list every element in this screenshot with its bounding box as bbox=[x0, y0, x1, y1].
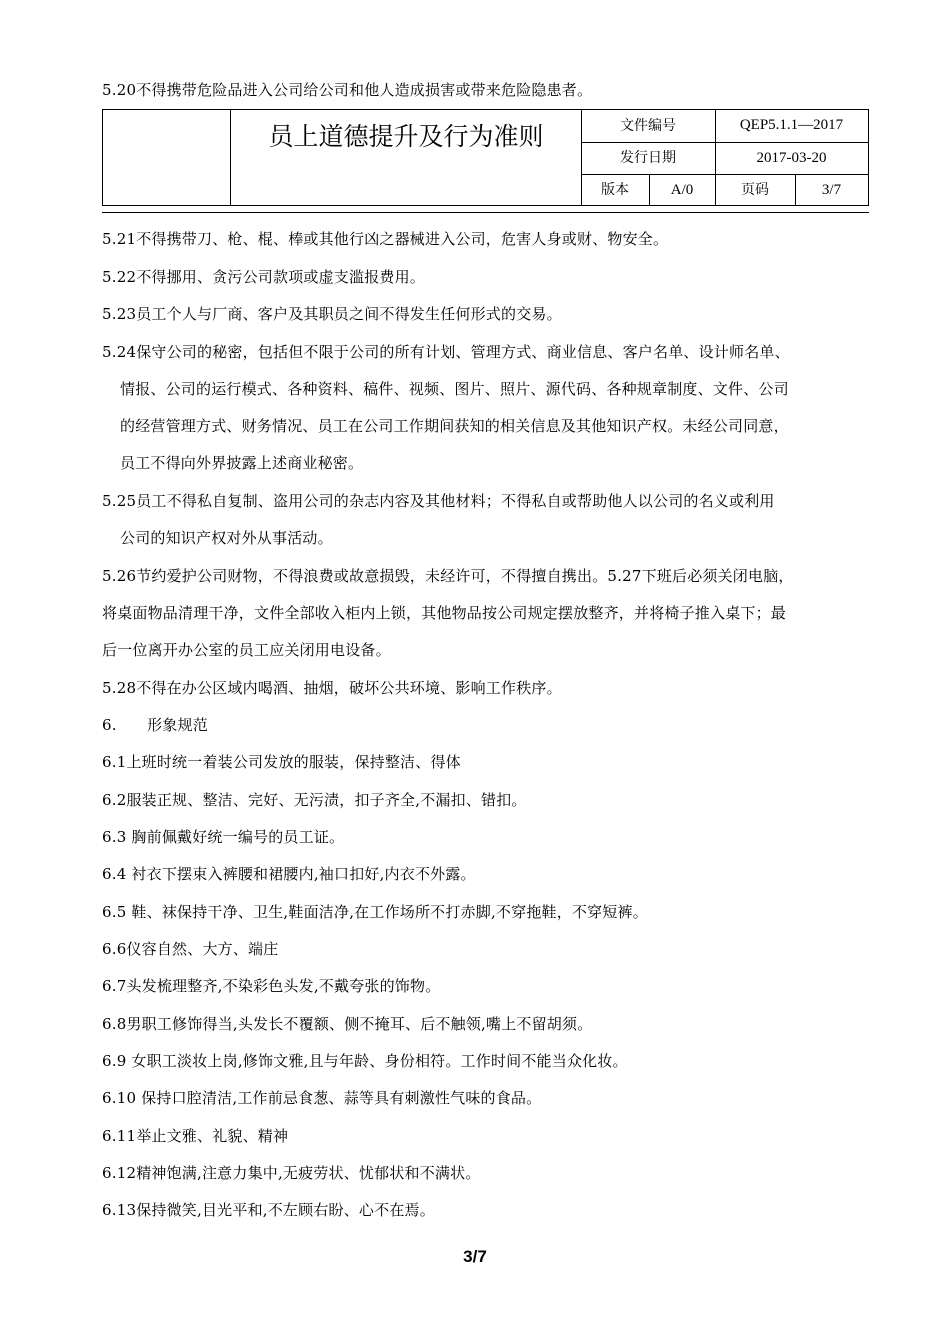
version-value: A/0 bbox=[670, 182, 694, 198]
clause-5-25-line-2: 公司的知识产权对外从事活动。 bbox=[120, 529, 333, 547]
clause-6-1: 6.1上班时统一着装公司发放的服装，保持整洁、得体 bbox=[102, 753, 461, 771]
clause-6-3: 6.3 胸前佩戴好统一编号的员工证。 bbox=[102, 828, 345, 846]
clause-5-20: 5.20不得携带危险品进入公司给公司和他人造成损害或带来危险隐患者。 bbox=[102, 81, 593, 99]
version-label: 版本 bbox=[601, 182, 629, 198]
clause-5-26-line-2: 将桌面物品清理干净，文件全部收入柜内上锁，其他物品按公司规定摆放整齐，并将椅子推入桌下；最 bbox=[102, 604, 787, 622]
page-value: 3/7 bbox=[821, 182, 842, 198]
doc-number-label: 文件编号 bbox=[620, 118, 676, 134]
clause-5-23: 5.23员工个人与厂商、客户及其职员之间不得发生任何形式的交易。 bbox=[102, 305, 562, 323]
clause-5-24-line-2: 情报、公司的运行模式、各种资料、稿件、视频、图片、照片、源代码、各种规章制度、文件、公司 bbox=[120, 380, 789, 398]
doc-number-value: QEP5.1.1—2017 bbox=[739, 117, 844, 133]
clause-5-21: 5.21不得携带刀、枪、棍、棒或其他行凶之器械进入公司，危害人身或财、物安全。 bbox=[102, 230, 669, 248]
clause-6-9: 6.9 女职工淡妆上岗,修饰文雅,且与年龄、身份相符。工作时间不能当众化妆。 bbox=[102, 1052, 628, 1070]
clause-5-28: 5.28不得在办公区域内喝酒、抽烟，破坏公共环境、影响工作秩序。 bbox=[102, 679, 562, 697]
clause-6-10: 6.10 保持口腔清洁,工作前忌食葱、蒜等具有刺激性气味的食品。 bbox=[102, 1089, 542, 1107]
clause-6-4: 6.4 衬衣下摆束入裤腰和裙腰内,袖口扣好,内衣不外露。 bbox=[102, 865, 476, 883]
clause-5-24-line-3: 的经营管理方式、财务情况、员工在公司工作期间获知的相关信息及其他知识产权。未经公司同意， bbox=[120, 417, 789, 435]
clause-6-7: 6.7头发梳理整齐,不染彩色头发,不戴夸张的饰物。 bbox=[102, 977, 441, 995]
clause-6-11: 6.11举止文雅、礼貌、精神 bbox=[102, 1127, 289, 1145]
clause-6-13: 6.13保持微笑,目光平和,不左顾右盼、心不在焉。 bbox=[102, 1201, 435, 1219]
clause-5-22: 5.22不得挪用、贪污公司款项或虚支滥报费用。 bbox=[102, 268, 426, 286]
issue-date-label: 发行日期 bbox=[620, 150, 676, 166]
section-6-heading: 6. 形象规范 bbox=[102, 716, 208, 734]
clause-5-24-line-4: 员工不得向外界披露上述商业秘密。 bbox=[120, 454, 364, 472]
clause-6-5: 6.5 鞋、袜保持干净、卫生,鞋面洁净,在工作场所不打赤脚,不穿拖鞋，不穿短裤。 bbox=[102, 903, 648, 921]
clause-5-26-line-1: 5.26节约爱护公司财物，不得浪费或故意损毁，未经许可，不得擅自携出。5.27下班后必须关闭电脑， bbox=[102, 567, 794, 585]
document-title: 员上道德提升及行为准则 bbox=[268, 122, 544, 151]
clause-6-6: 6.6仪容自然、大方、端庄 bbox=[102, 940, 279, 958]
clause-6-12: 6.12精神饱满,注意力集中,无疲劳状、忧郁状和不满状。 bbox=[102, 1164, 481, 1182]
clause-5-25-line-1: 5.25员工不得私自复制、盗用公司的杂志内容及其他材料；不得私自或帮助他人以公司的名义或利用 bbox=[102, 492, 775, 510]
issue-date-value: 2017-03-20 bbox=[756, 150, 827, 166]
page-label: 页码 bbox=[741, 182, 769, 198]
clause-6-2: 6.2服装正规、整洁、完好、无污渍，扣子齐全,不漏扣、错扣。 bbox=[102, 791, 527, 809]
header-rule bbox=[102, 212, 869, 213]
document-header-table bbox=[102, 109, 869, 206]
page-number-footer: 3/7 bbox=[463, 1247, 487, 1266]
clause-6-8: 6.8男职工修饰得当,头发长不覆额、侧不掩耳、后不触领,嘴上不留胡须。 bbox=[102, 1015, 593, 1033]
clause-5-26-line-3: 后一位离开办公室的员工应关闭用电设备。 bbox=[102, 641, 391, 659]
clause-5-24-line-1: 5.24保守公司的秘密，包括但不限于公司的所有计划、管理方式、商业信息、客户名单、设计师名单、 bbox=[102, 343, 790, 361]
